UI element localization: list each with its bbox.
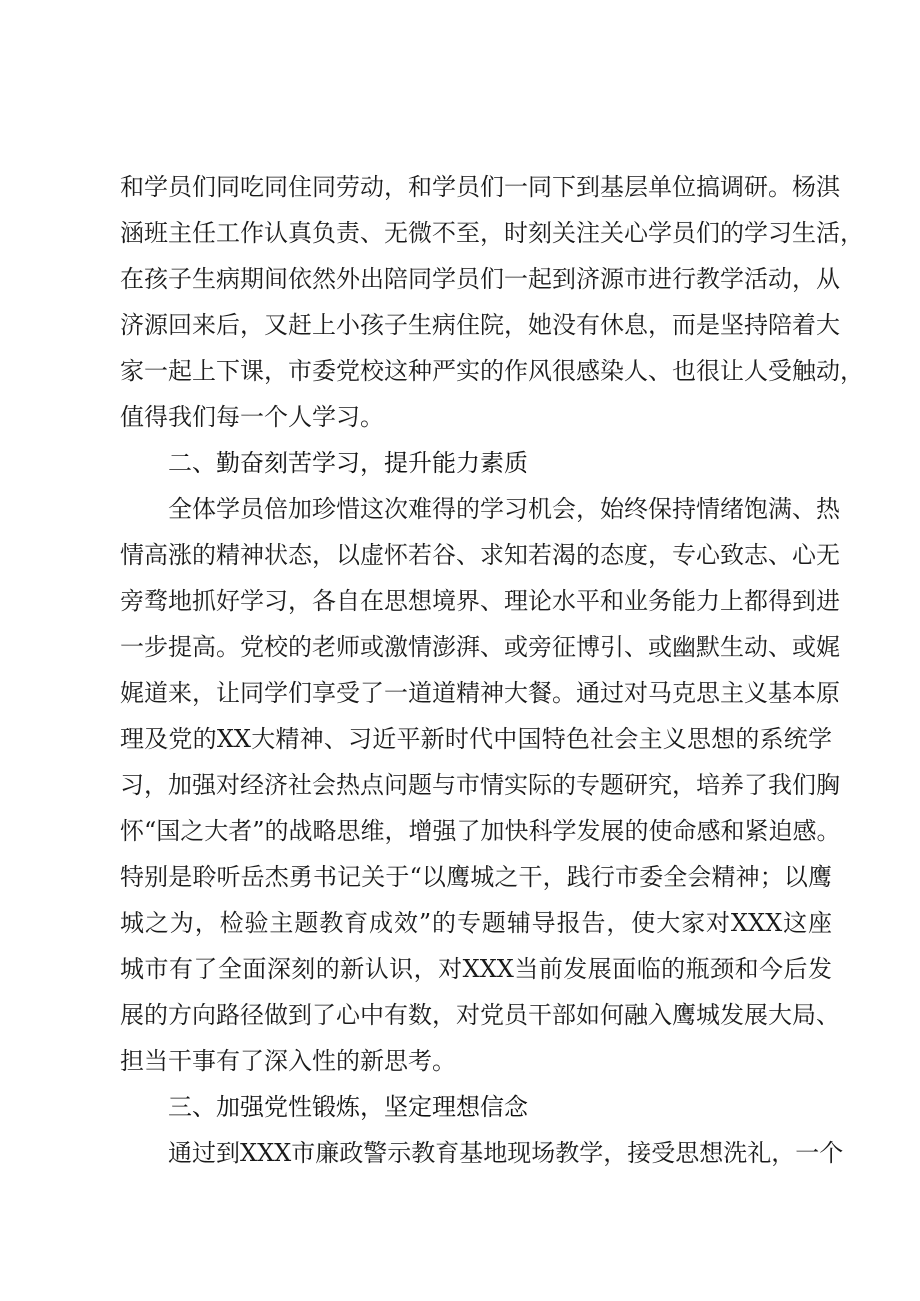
paragraph-line: 怀“国之大者”的战略思维，增强了加快科学发展的使命感和紧迫感。 xyxy=(120,817,841,845)
paragraph-1 xyxy=(120,164,864,440)
paragraph-line: 理及党的XX大精神、习近平新时代中国特色社会主义思想的系统学 xyxy=(120,725,832,753)
paragraph-line: 值得我们每一个人学习。 xyxy=(120,403,384,431)
paragraph-line: 旁骛地抓好学习，各自在思想境界、理论水平和业务能力上都得到进 xyxy=(120,587,840,615)
paragraph-2 xyxy=(120,486,841,1084)
section-heading-2: 二、勤奋刻苦学习，提升能力素质 xyxy=(168,449,528,477)
paragraph-line: 习，加强对经济社会热点问题与市情实际的专题研究，培养了我们胸 xyxy=(120,771,840,799)
paragraph-line: 在孩子生病期间依然外出陪同学员们一起到济源市进行教学活动，从 xyxy=(120,265,840,293)
paragraph-line: 城之为，检验主题教育成效”的专题辅导报告，使大家对XXX这座 xyxy=(120,909,832,937)
paragraph-line: 城市有了全面深刻的新认识，对XXX当前发展面临的瓶颈和今后发 xyxy=(120,955,832,983)
paragraph-line: 和学员们同吃同住同劳动，和学员们一同下到基层单位搞调研。杨淇 xyxy=(120,173,840,201)
paragraph-line: 一步提高。党校的老师或激情澎湃、或旁征博引、或幽默生动、或娓 xyxy=(120,633,840,661)
paragraph-line: 娓道来，让同学们享受了一道道精神大餐。通过对马克思主义基本原 xyxy=(120,679,840,707)
paragraph-line: 家一起上下课，市委党校这种严实的作风很感染人、也很让人受触动， xyxy=(120,357,864,385)
paragraph-line: 情高涨的精神状态，以虚怀若谷、求知若渴的态度，专心致志、心无 xyxy=(120,541,840,569)
paragraph-line: 济源回来后，又赶上小孩子生病住院，她没有休息，而是坚持陪着大 xyxy=(120,311,840,339)
section-heading-3: 三、加强党性锻炼，坚定理想信念 xyxy=(168,1093,528,1121)
paragraph-line: 通过到XXX市廉政警示教育基地现场教学，接受思想洗礼，一个 xyxy=(168,1139,844,1167)
paragraph-line: 担当干事有了深入性的新思考。 xyxy=(120,1047,456,1075)
paragraph-line: 全体学员倍加珍惜这次难得的学习机会，始终保持情绪饱满、热 xyxy=(168,495,840,523)
document-body xyxy=(120,164,864,1176)
paragraph-line: 展的方向路径做到了心中有数，对党员干部如何融入鹰城发展大局、 xyxy=(120,1001,840,1029)
paragraph-line: 特别是聆听岳杰勇书记关于“以鹰城之干，践行市委全会精神；以鹰 xyxy=(120,863,832,891)
paragraph-line: 涵班主任工作认真负责、无微不至，时刻关注关心学员们的学习生活， xyxy=(120,219,864,247)
paragraph-3 xyxy=(120,1130,844,1176)
